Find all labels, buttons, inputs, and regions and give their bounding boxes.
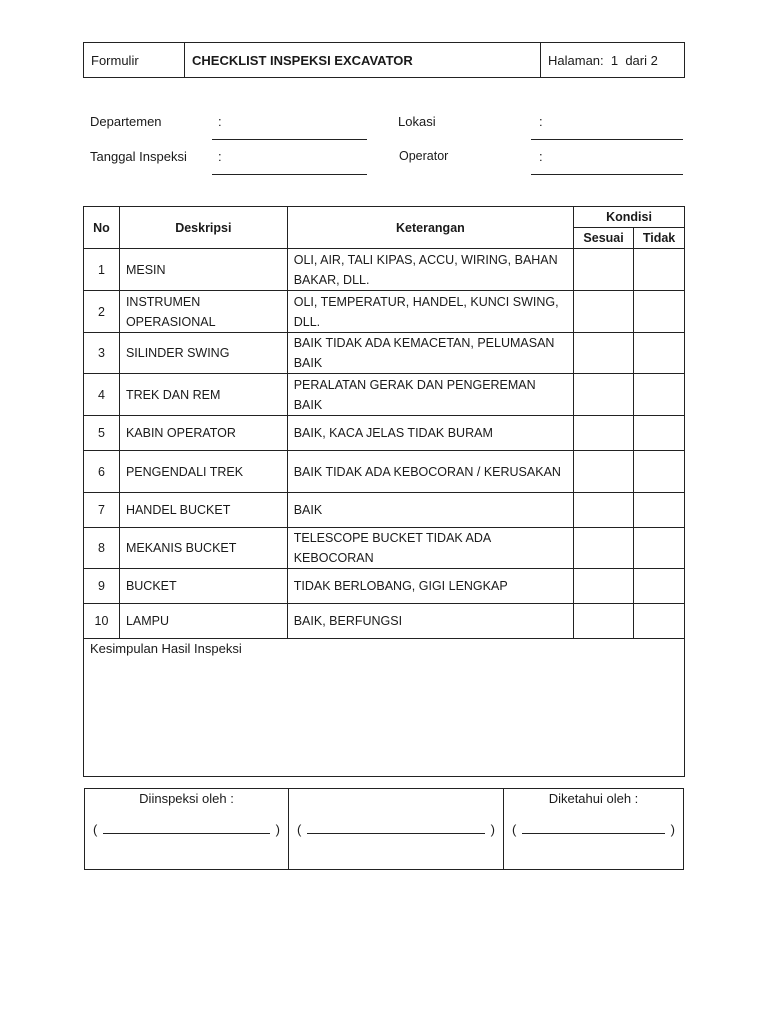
signature-table xyxy=(84,788,684,870)
row-number: 4 xyxy=(84,374,120,416)
operator-input-line[interactable] xyxy=(531,174,683,175)
table-row xyxy=(84,333,685,374)
row-description: KABIN OPERATOR xyxy=(119,416,287,451)
known-by-label: Diketahui oleh : xyxy=(548,791,639,806)
row-tidak-cell[interactable] xyxy=(634,416,685,451)
row-keterangan: OLI, AIR, TALI KIPAS, ACCU, WIRING, BAHAN BAKAR, DLL. xyxy=(287,249,573,291)
table-row xyxy=(84,291,685,333)
inspector-signature-line[interactable] xyxy=(93,822,280,837)
inspection-date-input-line[interactable] xyxy=(212,174,367,175)
row-sesuai-cell[interactable] xyxy=(574,416,634,451)
row-sesuai-cell[interactable] xyxy=(574,528,634,569)
close-paren: ) xyxy=(670,822,675,837)
operator-label: Operator xyxy=(399,149,449,163)
row-keterangan: BAIK TIDAK ADA KEMACETAN, PELUMASAN BAIK xyxy=(287,333,573,374)
department-input-line[interactable] xyxy=(212,139,367,140)
row-description: INSTRUMEN OPERASIONAL xyxy=(119,291,287,333)
row-description: PENGENDALI TREK xyxy=(119,451,287,493)
table-row xyxy=(84,451,685,493)
checklist-table xyxy=(83,206,685,777)
signature-rule xyxy=(103,822,269,834)
row-tidak-cell[interactable] xyxy=(634,333,685,374)
signature-inspector xyxy=(85,789,289,869)
row-sesuai-cell[interactable] xyxy=(574,493,634,528)
middle-signature-line[interactable] xyxy=(297,822,495,837)
row-number: 3 xyxy=(84,333,120,374)
signature-rule xyxy=(307,822,484,834)
open-paren: ( xyxy=(297,822,302,837)
acknowledger-signature-line[interactable] xyxy=(512,822,675,837)
row-number: 5 xyxy=(84,416,120,451)
row-tidak-cell[interactable] xyxy=(634,374,685,416)
col-header-ket: Keterangan xyxy=(287,207,573,249)
page-indicator xyxy=(541,43,684,77)
table-row xyxy=(84,416,685,451)
conclusion-box[interactable] xyxy=(84,639,685,777)
row-tidak-cell[interactable] xyxy=(634,249,685,291)
row-keterangan: TELESCOPE BUCKET TIDAK ADA KEBOCORAN xyxy=(287,528,573,569)
inspected-by-label: Diinspeksi oleh : xyxy=(139,791,234,806)
location-label: Lokasi xyxy=(398,114,436,129)
col-header-sesuai: Sesuai xyxy=(574,228,634,249)
row-sesuai-cell[interactable] xyxy=(574,451,634,493)
row-description: LAMPU xyxy=(119,604,287,639)
col-header-no: No xyxy=(84,207,120,249)
row-tidak-cell[interactable] xyxy=(634,569,685,604)
table-row xyxy=(84,249,685,291)
table-row xyxy=(84,569,685,604)
row-description: HANDEL BUCKET xyxy=(119,493,287,528)
row-number: 9 xyxy=(84,569,120,604)
department-colon: : xyxy=(218,114,222,129)
row-tidak-cell[interactable] xyxy=(634,291,685,333)
form-title: CHECKLIST INSPEKSI EXCAVATOR xyxy=(185,43,541,77)
row-number: 10 xyxy=(84,604,120,639)
row-keterangan: TIDAK BERLOBANG, GIGI LENGKAP xyxy=(287,569,573,604)
close-paren: ) xyxy=(275,822,280,837)
row-keterangan: BAIK TIDAK ADA KEBOCORAN / KERUSAKAN xyxy=(287,451,573,493)
row-keterangan: OLI, TEMPERATUR, HANDEL, KUNCI SWING, DLL. xyxy=(287,291,573,333)
signature-acknowledger xyxy=(504,789,683,869)
signature-middle xyxy=(289,789,504,869)
row-sesuai-cell[interactable] xyxy=(574,604,634,639)
col-header-tidak: Tidak xyxy=(634,228,685,249)
row-sesuai-cell[interactable] xyxy=(574,569,634,604)
row-number: 2 xyxy=(84,291,120,333)
table-row xyxy=(84,528,685,569)
row-description: BUCKET xyxy=(119,569,287,604)
row-number: 7 xyxy=(84,493,120,528)
row-description: SILINDER SWING xyxy=(119,333,287,374)
table-row xyxy=(84,604,685,639)
row-tidak-cell[interactable] xyxy=(634,528,685,569)
table-row xyxy=(84,374,685,416)
row-keterangan: BAIK xyxy=(287,493,573,528)
row-tidak-cell[interactable] xyxy=(634,604,685,639)
open-paren: ( xyxy=(93,822,98,837)
inspection-date-colon: : xyxy=(218,149,222,164)
conclusion-label: Kesimpulan Hasil Inspeksi xyxy=(90,641,242,656)
row-sesuai-cell[interactable] xyxy=(574,249,634,291)
row-keterangan: BAIK, BERFUNGSI xyxy=(287,604,573,639)
location-input-line[interactable] xyxy=(531,139,683,140)
row-number: 8 xyxy=(84,528,120,569)
row-sesuai-cell[interactable] xyxy=(574,374,634,416)
col-header-kondisi: Kondisi xyxy=(574,207,685,228)
row-description: TREK DAN REM xyxy=(119,374,287,416)
row-number: 1 xyxy=(84,249,120,291)
row-number: 6 xyxy=(84,451,120,493)
row-tidak-cell[interactable] xyxy=(634,451,685,493)
row-sesuai-cell[interactable] xyxy=(574,291,634,333)
row-sesuai-cell[interactable] xyxy=(574,333,634,374)
form-header xyxy=(83,42,685,78)
table-row xyxy=(84,493,685,528)
row-keterangan: PERALATAN GERAK DAN PENGEREMAN BAIK xyxy=(287,374,573,416)
location-colon: : xyxy=(539,114,543,129)
operator-colon: : xyxy=(539,149,543,164)
row-description: MEKANIS BUCKET xyxy=(119,528,287,569)
col-header-desc: Deskripsi xyxy=(119,207,287,249)
page-indicator-text: Halaman: 1 dari 2 xyxy=(548,52,658,68)
close-paren: ) xyxy=(490,822,495,837)
open-paren: ( xyxy=(512,822,517,837)
row-description: MESIN xyxy=(119,249,287,291)
row-keterangan: BAIK, KACA JELAS TIDAK BURAM xyxy=(287,416,573,451)
department-label: Departemen xyxy=(90,114,162,129)
inspection-date-label: Tanggal Inspeksi xyxy=(90,149,187,164)
signature-rule xyxy=(522,822,664,834)
row-tidak-cell[interactable] xyxy=(634,493,685,528)
form-label: Formulir xyxy=(84,43,185,77)
